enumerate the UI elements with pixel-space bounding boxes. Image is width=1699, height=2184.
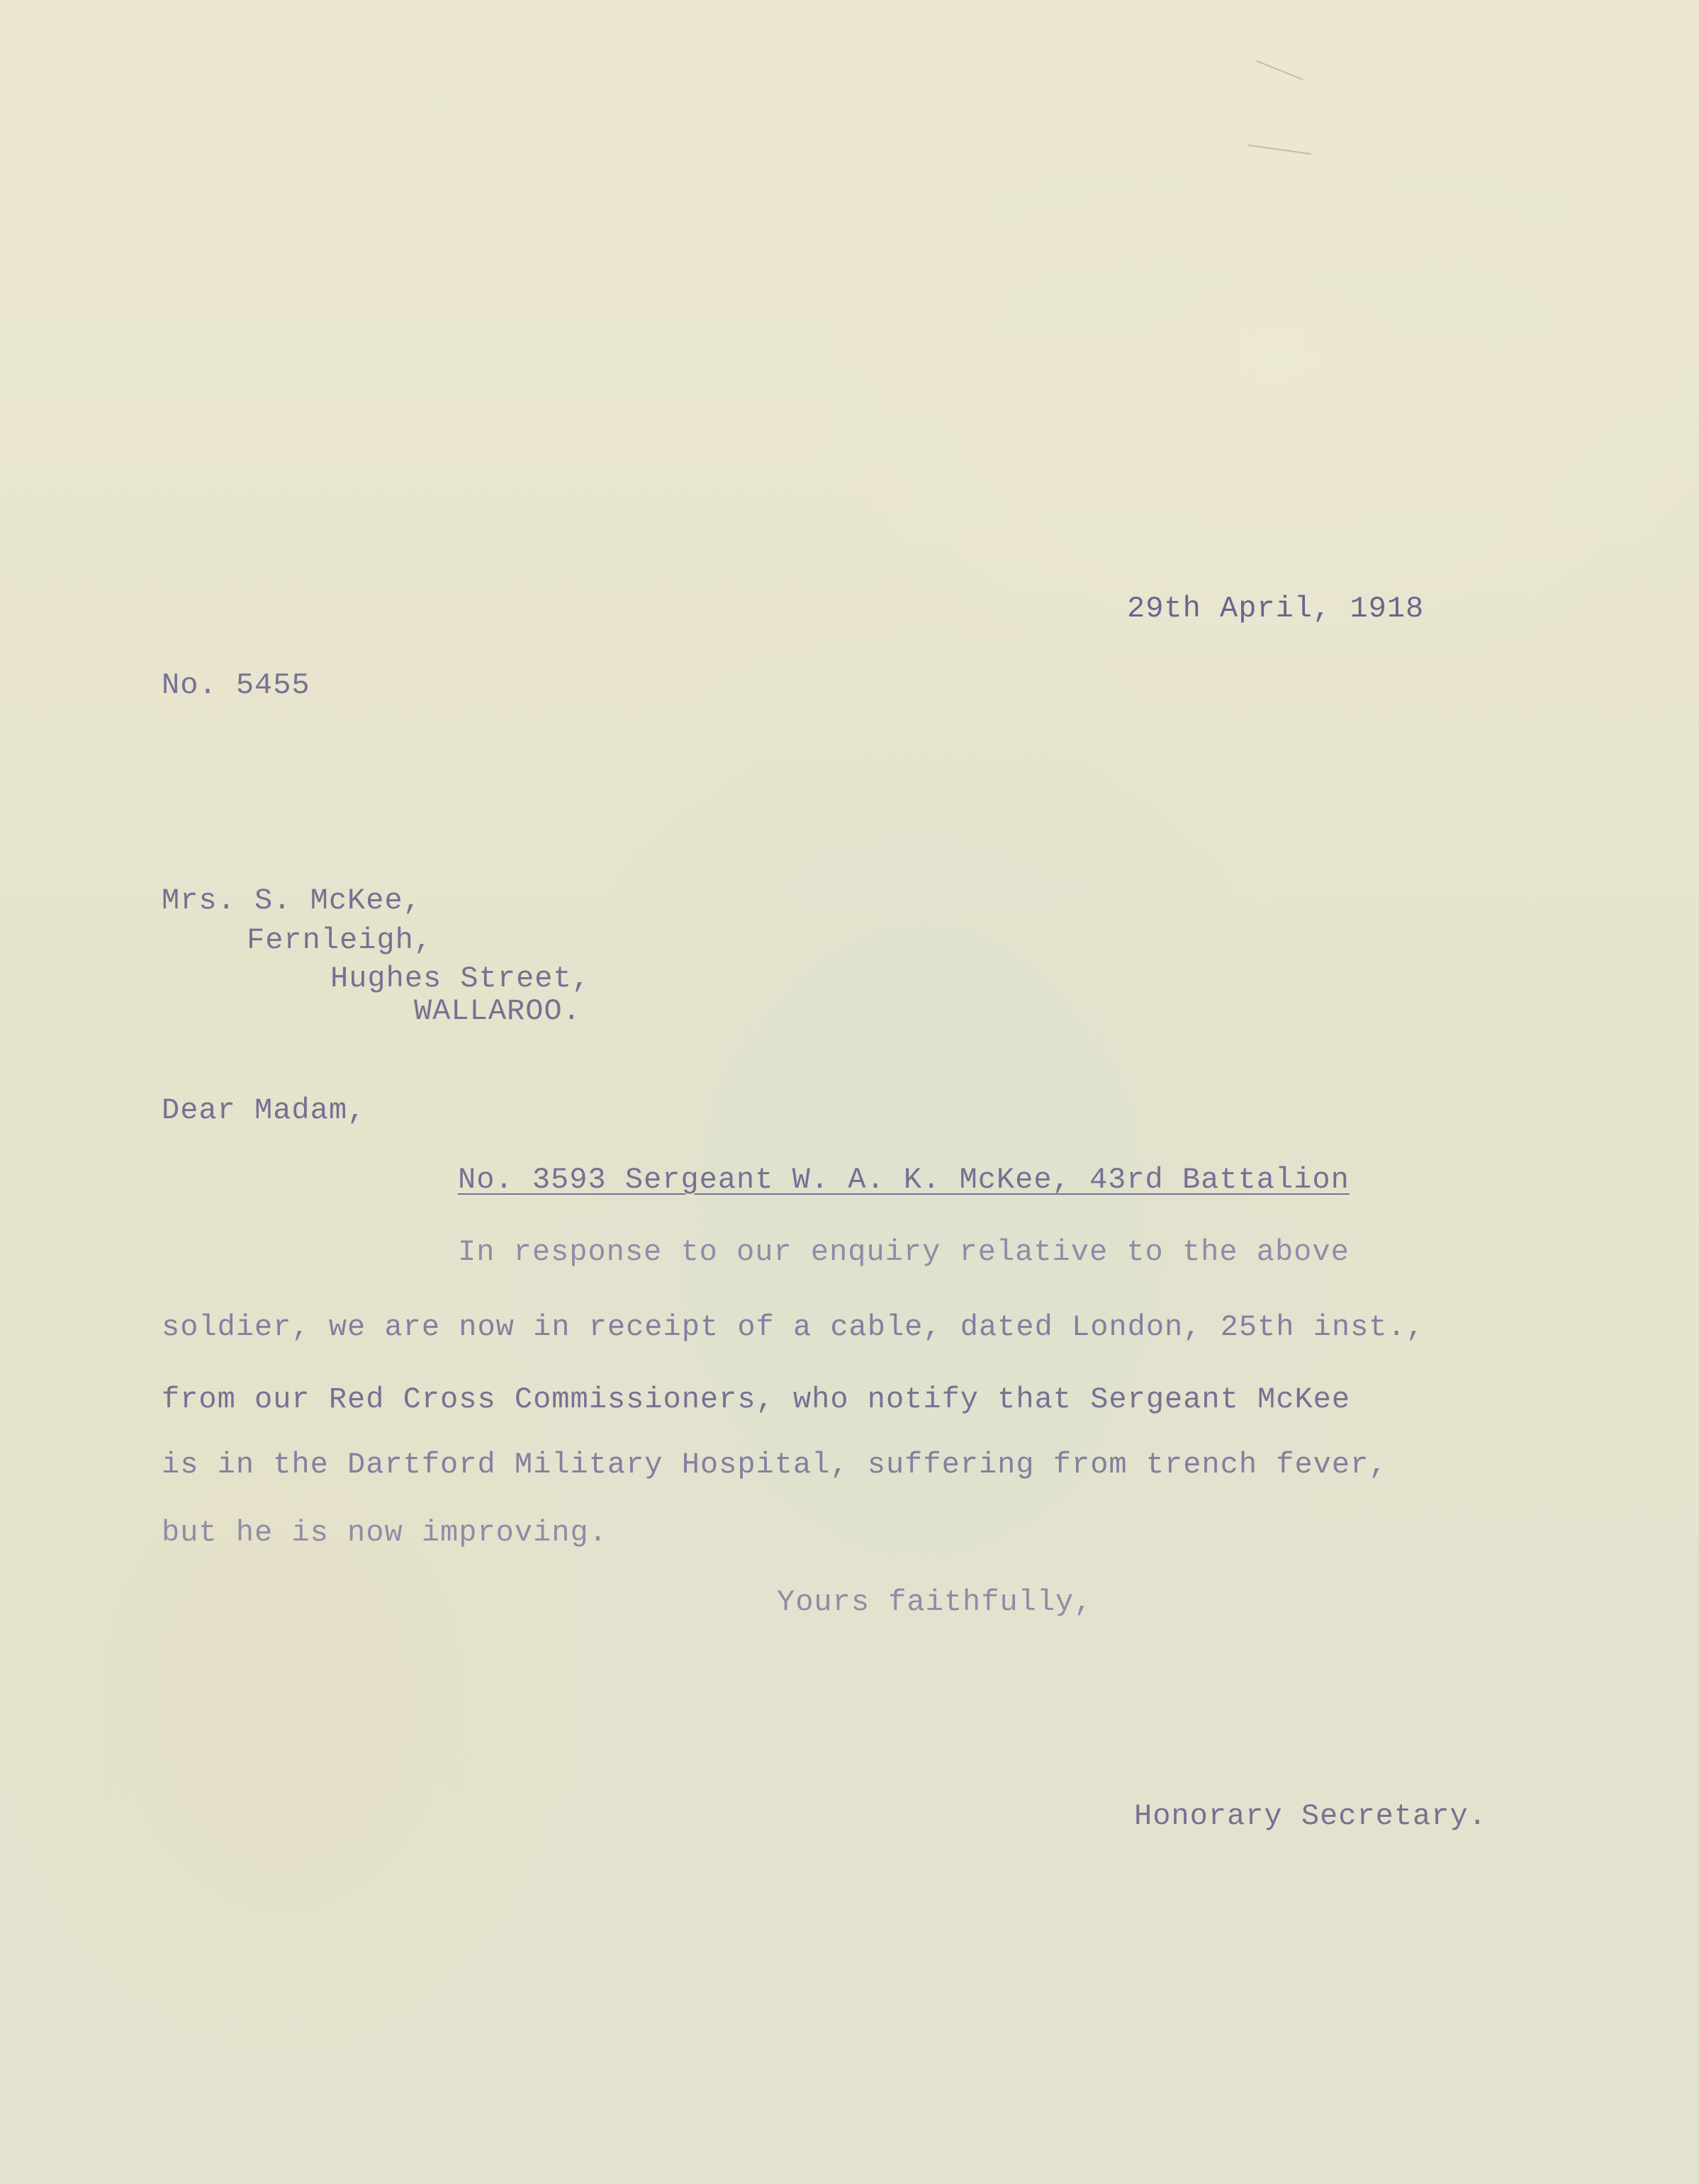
recipient-town: WALLAROO. (414, 994, 581, 1028)
letter-date: 29th April, 1918 (1127, 592, 1425, 626)
subject-line: No. 3593 Sergeant W. A. K. McKee, 43rd Battalion (458, 1163, 1350, 1197)
signatory-title: Honorary Secretary. (1134, 1799, 1487, 1833)
recipient-house: Fernleigh, (247, 923, 433, 957)
body-line: is in the Dartford Military Hospital, suffering from trench fever, (162, 1448, 1388, 1482)
body-line: In response to our enquiry relative to the above (458, 1235, 1350, 1269)
reference-number: No. 5455 (162, 668, 310, 702)
salutation: Dear Madam, (162, 1093, 366, 1127)
recipient-street: Hughes Street, (330, 962, 590, 996)
recipient-name: Mrs. S. McKee, (162, 884, 422, 918)
paper-crease-mark (1247, 145, 1311, 155)
body-line: but he is now improving. (162, 1516, 607, 1550)
paper-crease-mark (1256, 60, 1303, 80)
closing: Yours faithfully, (777, 1585, 1093, 1619)
body-line: soldier, we are now in receipt of a cable, dated London, 25th inst., (162, 1310, 1425, 1344)
body-line: from our Red Cross Commissioners, who notify that Sergeant McKee (162, 1383, 1351, 1417)
